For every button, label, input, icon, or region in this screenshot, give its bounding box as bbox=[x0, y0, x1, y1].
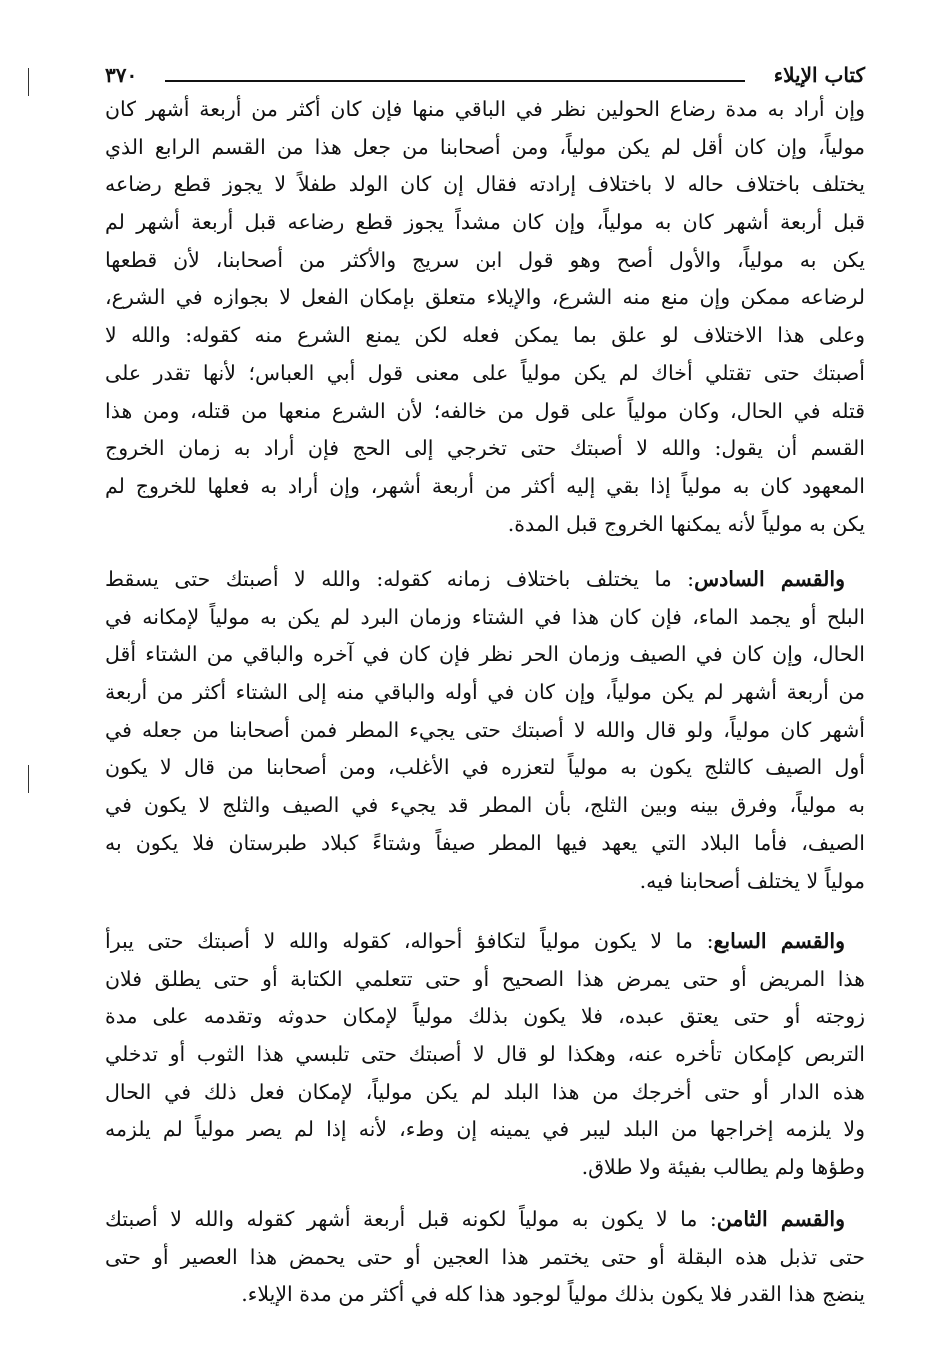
text-line bbox=[105, 393, 865, 431]
line-text: : ما لا يكون به مولياً لكونه قبل أربعة أشهر كقوله والله لا أصبتك bbox=[105, 1207, 717, 1231]
text-line bbox=[105, 961, 865, 999]
line-text: به مولياً، وفرق بينه وبين الثلج، بأن المطر قد يجيء في الصيف والثلج لا يكون في bbox=[105, 793, 865, 818]
section-heading: والقسم السابع bbox=[713, 929, 846, 953]
line-text: قبل أربعة أشهر كان به مولياً، وإن كان مشداً يجوز قطع رضاعه قبل أربعة أشهر لم bbox=[105, 210, 865, 235]
line-text: مولياً لا يختلف أصحابنا فيه. bbox=[639, 868, 865, 893]
text-line bbox=[105, 468, 865, 506]
text-line bbox=[105, 279, 865, 317]
text-line bbox=[105, 1074, 865, 1112]
line-text: أصبتك حتى تقتلي أخاك لم يكن مولياً على معنى قول أبي العباس؛ لأنها تقدر على bbox=[105, 360, 865, 385]
section-heading: والقسم السادس bbox=[694, 567, 845, 591]
line-text: : ما يختلف باختلاف زمانه كقوله: والله لا أصبتك حتى يسقط bbox=[105, 567, 695, 591]
paragraph bbox=[105, 923, 865, 1187]
line-text: وإن أراد به مدة رضاع الحولين نظر في الباقي منها فإن كان أكثر من أربعة أشهر كان bbox=[105, 97, 865, 121]
header-rule bbox=[165, 80, 745, 82]
text-line bbox=[105, 1201, 865, 1239]
text-line bbox=[105, 204, 865, 242]
line-text: ولا يلزمه إخراجها من البلد ليبر في يمينه إن وطء، لأنه إذا لم يصر مولياً لم يلزمه bbox=[105, 1117, 865, 1142]
text-line bbox=[105, 1276, 865, 1314]
line-text: وعلى هذا الاختلاف لو علق بما يمكن فعله لكن يمنع الشرع منه كقوله: والله لا bbox=[105, 323, 865, 348]
line-text: القسم أن يقول: والله لا أصبتك حتى تخرجي إلى الحج فإن أراد به زمان الخروج bbox=[105, 436, 865, 461]
text-line bbox=[105, 317, 865, 355]
text-line bbox=[105, 863, 865, 901]
line-text: يكن به مولياً، والأول أصح وهو قول ابن سريج والأكثر من أصحابنا، لأن قطعها bbox=[105, 247, 865, 272]
line-text: التربص كإمكان تأخره عنه، وهكذا لو قال لا أصبتك حتى تلبسي هذا الثوب أو تدخلي bbox=[105, 1042, 865, 1067]
line-text: حتى تذبل هذه البقلة أو حتى يختمر هذا العجين أو حتى يحمض هذا العصير أو حتى bbox=[105, 1244, 865, 1269]
line-text: لرضاعه ممكن وإن منع منه الشرع، والإيلاء متعلق بإمكان الفعل لا بجوازه في الشرع، bbox=[105, 285, 865, 310]
line-text: البلح أو يجمد الماء، فإن كان هذا في الشتاء وزمان البرد لم يكن به مولياً لإمكانه في bbox=[105, 604, 865, 629]
text-line bbox=[105, 1239, 865, 1277]
line-text: زوجته أو حتى يعتق عبده، فلا يكون بذلك مولياً لإمكان حدوثه وتقدمه على مدة bbox=[105, 1004, 865, 1029]
text-line bbox=[105, 599, 865, 637]
line-text: يكن به مولياً لأنه يمكنها الخروج قبل المدة. bbox=[507, 511, 865, 536]
text-line bbox=[105, 712, 865, 750]
scan-margin-mark bbox=[28, 765, 29, 793]
text-line bbox=[105, 674, 865, 712]
text-line bbox=[105, 1149, 865, 1187]
text-line bbox=[105, 1036, 865, 1074]
text-line bbox=[105, 242, 865, 280]
line-text: مولياً، وإن كان أقل لم يكن مولياً، ومن أصحابنا من جعل هذا من القسم الرابع الذي bbox=[105, 134, 865, 159]
text-line bbox=[105, 166, 865, 204]
line-text: المعهود كان به مولياً إذا بقي إليه أكثر من أربعة أشهر، وإن أراد به فعلها للخروج لم bbox=[105, 473, 865, 498]
text-line bbox=[105, 636, 865, 674]
line-text: وطؤها ولم يطالب بفيئة ولا طلاق. bbox=[581, 1155, 865, 1180]
paragraph bbox=[105, 561, 865, 900]
text-line bbox=[105, 355, 865, 393]
line-text: من أربعة أشهر لم يكن مولياً، وإن كان في أوله والباقي منه إلى الشتاء أكثر من أربعة bbox=[105, 680, 865, 705]
text-line bbox=[105, 430, 865, 468]
section-heading: والقسم الثامن bbox=[716, 1207, 845, 1231]
running-title: كتاب الإيلاء bbox=[773, 63, 865, 87]
line-text: هذا المريض أو حتى يمرض هذا الصحيح أو حتى تتعلمي الكتابة أو حتى يطلق فلان bbox=[105, 966, 865, 991]
text-line bbox=[105, 506, 865, 544]
text-line bbox=[105, 749, 865, 787]
text-line bbox=[105, 998, 865, 1036]
paragraph bbox=[105, 91, 865, 543]
text-line bbox=[105, 91, 865, 129]
page-header bbox=[105, 60, 865, 90]
text-line bbox=[105, 561, 865, 599]
paragraph bbox=[105, 1201, 865, 1314]
text-line bbox=[105, 1111, 865, 1149]
line-text: الحال، وإن كان في الصيف وزمان الحر نظر فإن كان في آخره والباقي من الشتاء أقل bbox=[105, 642, 865, 667]
line-text: : ما لا يكون مولياً لتكافؤ أحواله، كقوله والله لا أصبتك حتى يبرأ bbox=[105, 929, 714, 953]
text-line bbox=[105, 129, 865, 167]
line-text: الصيف، فأما البلاد التي يعهد فيها المطر صيفاً وشتاءً كبلاد طبرستان فلا يكون به bbox=[105, 830, 865, 855]
page-number: ٣٧٠ bbox=[105, 63, 138, 87]
text-line bbox=[105, 825, 865, 863]
line-text: يختلف باختلاف حاله لا باختلاف إرادته فقال إن كان الولد طفلاً لا يجوز قطع رضاعه bbox=[105, 172, 865, 197]
text-line bbox=[105, 787, 865, 825]
line-text: هذه الدار أو حتى أخرجك من هذا البلد لم يكن مولياً، لإمكان فعل ذلك في الحال bbox=[105, 1079, 865, 1104]
line-text: ينضج هذا القدر فلا يكون بذلك مولياً لوجود هذا كله في أكثر من مدة الإيلاء. bbox=[241, 1282, 865, 1307]
line-text: أشهر كان مولياً، ولو قال والله لا أصبتك حتى يجيء المطر فمن أصحابنا من جعله في bbox=[105, 717, 865, 742]
line-text: قتله في الحال، وكان مولياً على قول من خالفه؛ لأن الشرع منعها من قتله، ومن هذا bbox=[105, 398, 865, 423]
line-text: أول الصيف كالثلج يكون به مولياً لتعزره في الأغلب، ومن أصحابنا من قال لا يكون bbox=[105, 755, 865, 780]
scan-margin-mark bbox=[28, 68, 29, 96]
text-line bbox=[105, 923, 865, 961]
